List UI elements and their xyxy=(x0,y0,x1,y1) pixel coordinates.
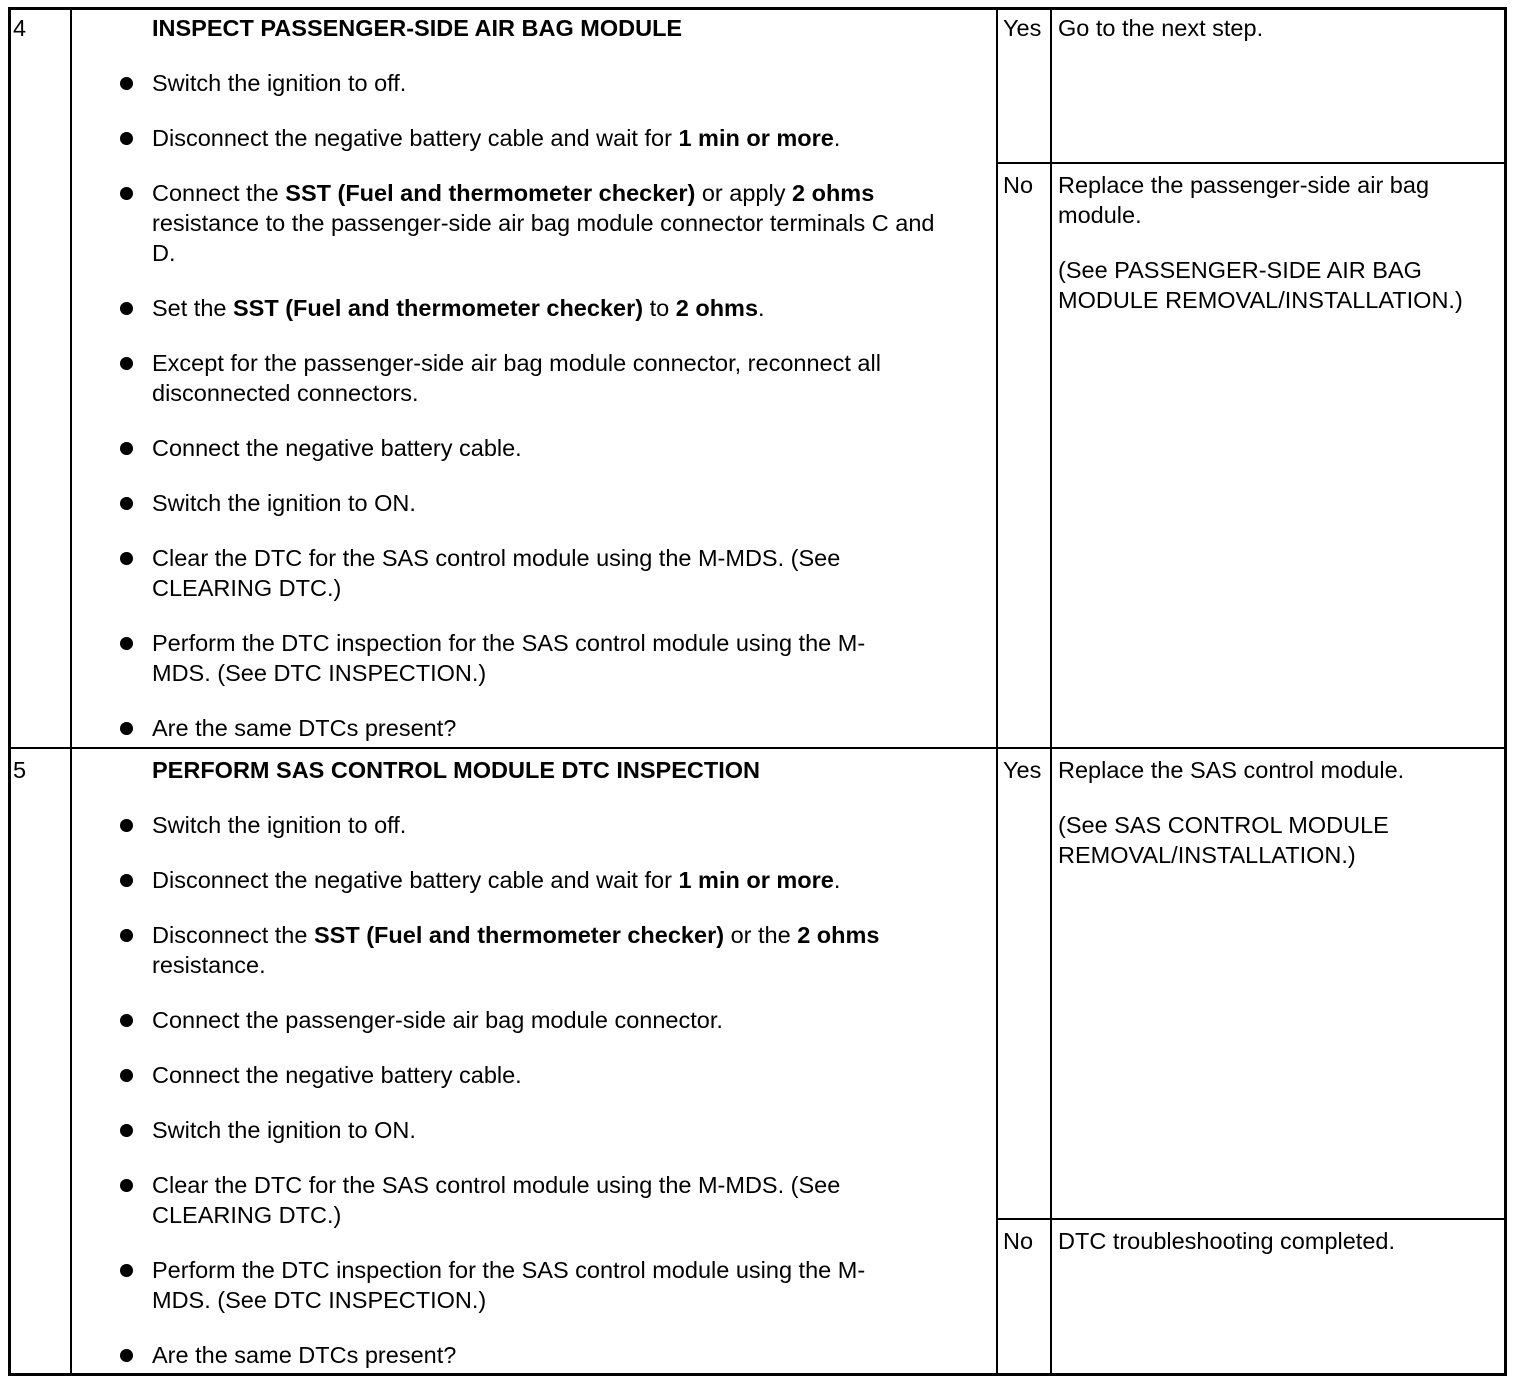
no-action: DTC troubleshooting completed. xyxy=(1058,1228,1396,1254)
bullet-icon xyxy=(120,819,133,832)
step-bullet: Switch the ignition to off. xyxy=(152,812,407,838)
step-bullet: Except for the passenger-side air bag module connector, reconnect all disconnected connectors. xyxy=(152,350,881,406)
bullet-icon xyxy=(120,552,133,565)
bullet-icon xyxy=(120,722,133,735)
step-bullet: Are the same DTCs present? xyxy=(152,715,457,741)
yes-action: Replace the SAS control module. (See SAS CONTROL MODULE REMOVAL/INSTALLATION.) xyxy=(1058,757,1405,868)
column-divider xyxy=(1050,7,1052,1376)
yes-no-divider xyxy=(996,1218,1507,1220)
step-bullet: Disconnect the SST (Fuel and thermometer checker) or the 2 ohms resistance. xyxy=(152,922,880,978)
bullet-icon xyxy=(120,187,133,200)
bullet-icon xyxy=(120,637,133,650)
bullet-icon xyxy=(120,302,133,315)
step-bullet: Disconnect the negative battery cable and wait for 1 min or more. xyxy=(152,867,841,893)
step-number: 4 xyxy=(13,15,27,41)
step-bullet: Perform the DTC inspection for the SAS control module using the M-MDS. (See DTC INSPECTION.) xyxy=(152,1257,866,1313)
bullet-icon xyxy=(120,1179,133,1192)
step-bullet: Clear the DTC for the SAS control module using the M-MDS. (See CLEARING DTC.) xyxy=(152,545,841,601)
no-label: No xyxy=(1003,1228,1034,1254)
bullet-icon xyxy=(120,1124,133,1137)
bullet-icon xyxy=(120,497,133,510)
step-bullet: Are the same DTCs present? xyxy=(152,1342,457,1368)
step-bullet: Connect the SST (Fuel and thermometer checker) or apply 2 ohms resistance to the passenger-side air bag module connector terminals C and D. xyxy=(152,180,935,266)
step-bullet: Switch the ignition to ON. xyxy=(152,1117,416,1143)
bullet-icon xyxy=(120,77,133,90)
row-divider xyxy=(8,747,1507,749)
bullet-icon xyxy=(120,874,133,887)
column-divider xyxy=(70,7,72,1376)
step-bullet: Perform the DTC inspection for the SAS control module using the M-MDS. (See DTC INSPECTION.) xyxy=(152,630,866,686)
yes-label: Yes xyxy=(1003,15,1042,41)
step-title: INSPECT PASSENGER-SIDE AIR BAG MODULE xyxy=(152,15,683,41)
step-bullet: Set the SST (Fuel and thermometer checker) to 2 ohms. xyxy=(152,295,765,321)
step-bullet: Switch the ignition to off. xyxy=(152,70,407,96)
bullet-icon xyxy=(120,1349,133,1362)
step-bullet: Switch the ignition to ON. xyxy=(152,490,416,516)
bullet-icon xyxy=(120,442,133,455)
step-bullet: Connect the negative battery cable. xyxy=(152,1062,522,1088)
step-bullet: Disconnect the negative battery cable and wait for 1 min or more. xyxy=(152,125,841,151)
yes-action: Go to the next step. xyxy=(1058,15,1264,41)
bullet-icon xyxy=(120,132,133,145)
step-bullet: Connect the passenger-side air bag module connector. xyxy=(152,1007,723,1033)
no-label: No xyxy=(1003,172,1034,198)
bullet-icon xyxy=(120,929,133,942)
yes-label: Yes xyxy=(1003,757,1042,783)
step-bullet: Clear the DTC for the SAS control module using the M-MDS. (See CLEARING DTC.) xyxy=(152,1172,841,1228)
bullet-icon xyxy=(120,1014,133,1027)
yes-no-divider xyxy=(996,162,1507,164)
step-number: 5 xyxy=(13,757,27,783)
no-action: Replace the passenger-side air bag module. (See PASSENGER-SIDE AIR BAG MODULE REMOVAL/INSTALLATION.) xyxy=(1058,172,1463,313)
step-title: PERFORM SAS CONTROL MODULE DTC INSPECTION xyxy=(152,757,760,783)
bullet-icon xyxy=(120,1264,133,1277)
bullet-icon xyxy=(120,357,133,370)
column-divider xyxy=(996,7,998,1376)
step-bullet: Connect the negative battery cable. xyxy=(152,435,522,461)
bullet-icon xyxy=(120,1069,133,1082)
